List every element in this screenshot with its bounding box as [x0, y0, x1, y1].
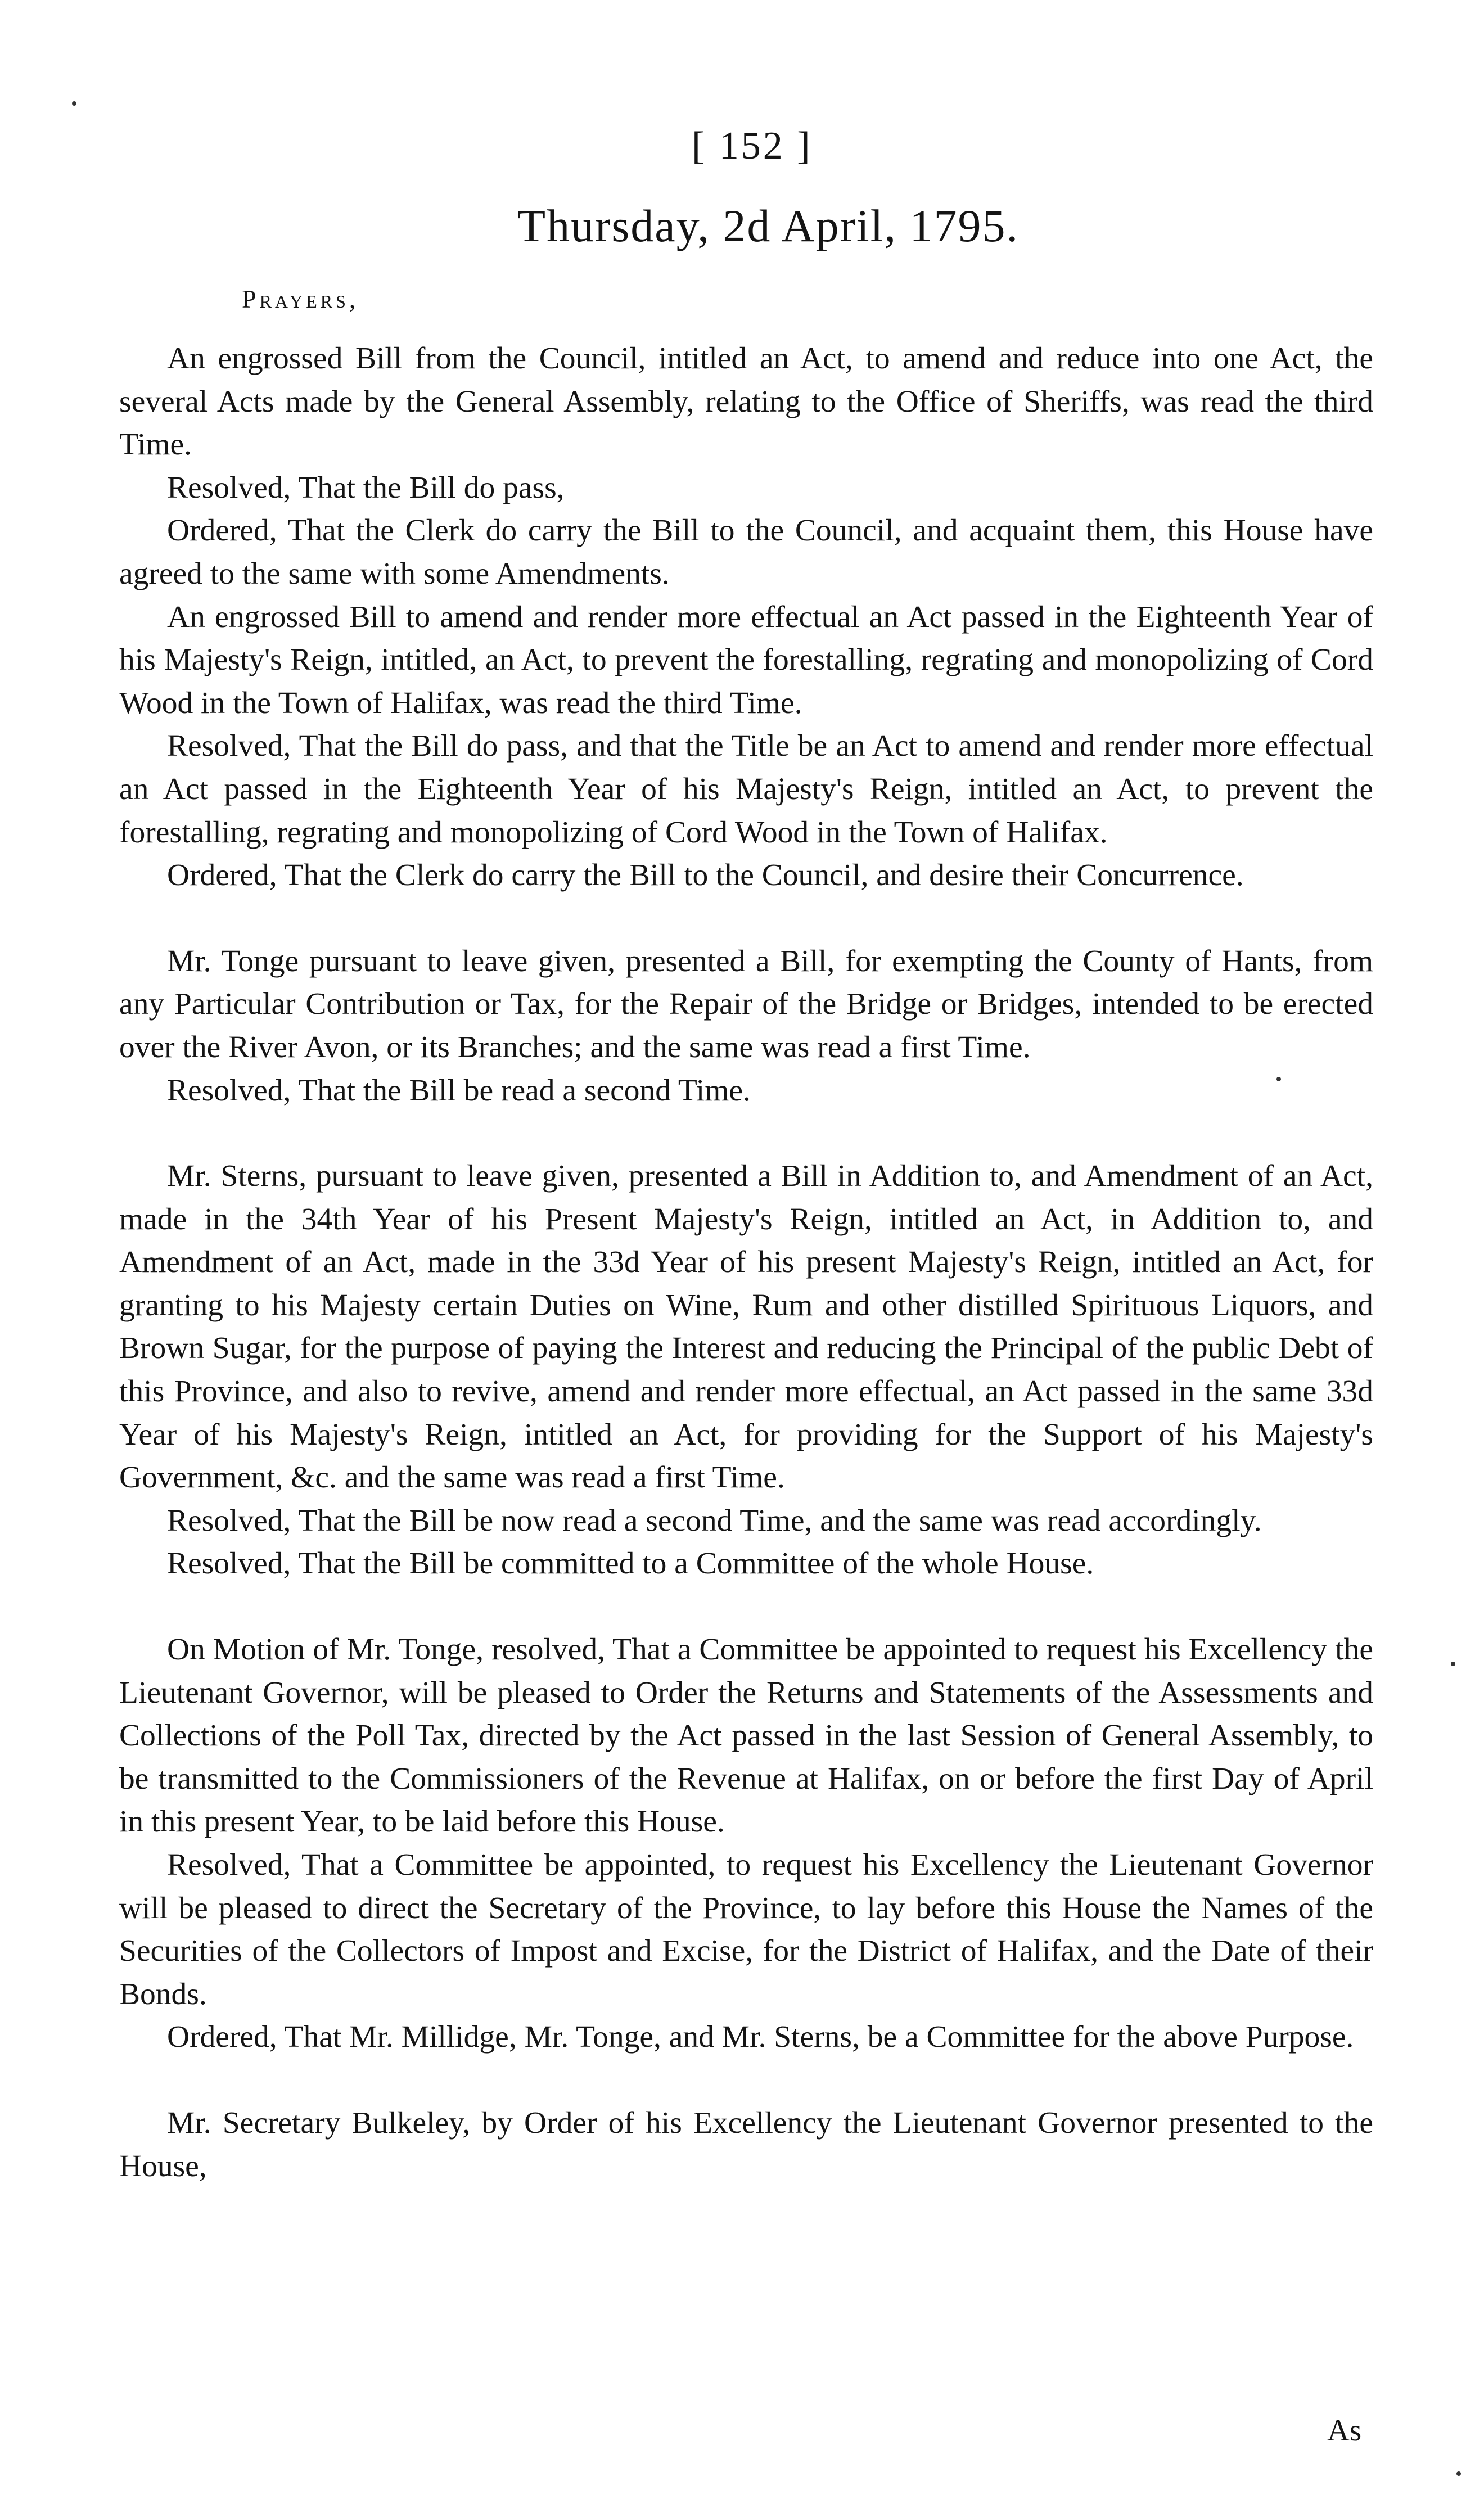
journal-paragraph: Resolved, That the Bill be committed to a Committee of the whole House. — [167, 1546, 1094, 1581]
journal-paragraph: Resolved, That a Committee be appointed, to request his Excellency the Lieutenant Governor will be pleased to direct the Secretary of the Province, to lay before this House the Names of the Securities of the Collectors of Impost and Excise, for the District of Halifax, and the Date of their Bonds. — [119, 1848, 1373, 2011]
journal-paragraph: Mr. Sterns, pursuant to leave given, presented a Bill in Addition to, and Amendment of an Act, made in the 34th Year of his Present Majesty's Reign, intitled an Act, in Addition to, and Amendment of an Act, made in the 33d Year of his present Majesty's Reign, intitled an Act, for granting to his Majesty certain Duties on Wine, Rum and other distilled Spirituous Liquors, and Brown Sugar, for the purpose of paying the Interest and reducing the Principal of the public Debt of this Province, and also to revive, amend and render more effectual, an Act passed in the same 33d Year of his Majesty's Reign, intitled an Act, for providing for the Support of his Majesty's Government, &c. and the same was read a first Time. — [119, 1159, 1373, 1495]
journal-paragraph: Resolved, That the Bill do pass, and that the Title be an Act to amend and render more effectual an Act passed in the Eighteenth Year of his Majesty's Reign, intitled an Act, to prevent the forestalling, regrating and monopolizing of Cord Wood in the Town of Halifax. — [119, 729, 1373, 850]
page-number: [ 152 ] — [692, 124, 813, 168]
prayers-label: Prayers, — [242, 285, 359, 313]
ink-speck — [72, 101, 76, 106]
journal-paragraph: Ordered, That the Clerk do carry the Bill to the Council, and acquaint them, this House have agreed to the same with some Amendments. — [119, 513, 1373, 591]
catchword: As — [1327, 2413, 1362, 2447]
journal-paragraph: On Motion of Mr. Tonge, resolved, That a Committee be appointed to request his Excellency the Lieutenant Governor, will be pleased to Order the Returns and Statements of the Assessments and Collections of the Poll Tax, directed by the Act passed in the last Session of General Assembly, to be transmitted to the Commissioners of the Revenue at Halifax, on or before the first Day of April in this present Year, to be laid before this House. — [119, 1632, 1373, 1839]
journal-paragraph: Resolved, That the Bill be read a second Time. — [167, 1073, 751, 1108]
ink-speck — [1456, 2471, 1461, 2476]
journal-paragraph: Resolved, That the Bill do pass, — [167, 470, 565, 505]
ink-speck — [1451, 1662, 1455, 1666]
journal-paragraph: Mr. Tonge pursuant to leave given, presented a Bill, for exempting the County of Hants, from any Particular Contribution or Tax, for the Repair of the Bridge or Bridges, intended to be erected over the River Avon, or its Branches; and the same was read a first Time. — [119, 944, 1373, 1064]
journal-paragraph: Mr. Secretary Bulkeley, by Order of his Excellency the Lieutenant Governor presented to the House, — [119, 2105, 1373, 2183]
journal-paragraph: Resolved, That the Bill be now read a second Time, and the same was read accordingly. — [167, 1503, 1262, 1538]
journal-paragraph: An engrossed Bill from the Council, intitled an Act, to amend and reduce into one Act, the several Acts made by the General Assembly, relating to the Office of Sheriffs, was read the third Time. — [119, 341, 1373, 462]
journal-body — [119, 337, 1373, 2188]
journal-paragraph: Ordered, That the Clerk do carry the Bill to the Council, and desire their Concurrence. — [167, 858, 1244, 893]
journal-paragraph: Ordered, That Mr. Millidge, Mr. Tonge, and Mr. Sterns, be a Committee for the above Purpose. — [167, 2020, 1354, 2055]
ink-speck — [1276, 1077, 1281, 1081]
date-heading: Thursday, 2d April, 1795. — [517, 200, 1019, 251]
journal-paragraph: An engrossed Bill to amend and render more effectual an Act passed in the Eighteenth Year of his Majesty's Reign, intitled, an Act, to prevent the forestalling, regrating and monopolizing of Cord Wood in the Town of Halifax, was read the third Time. — [119, 599, 1373, 720]
